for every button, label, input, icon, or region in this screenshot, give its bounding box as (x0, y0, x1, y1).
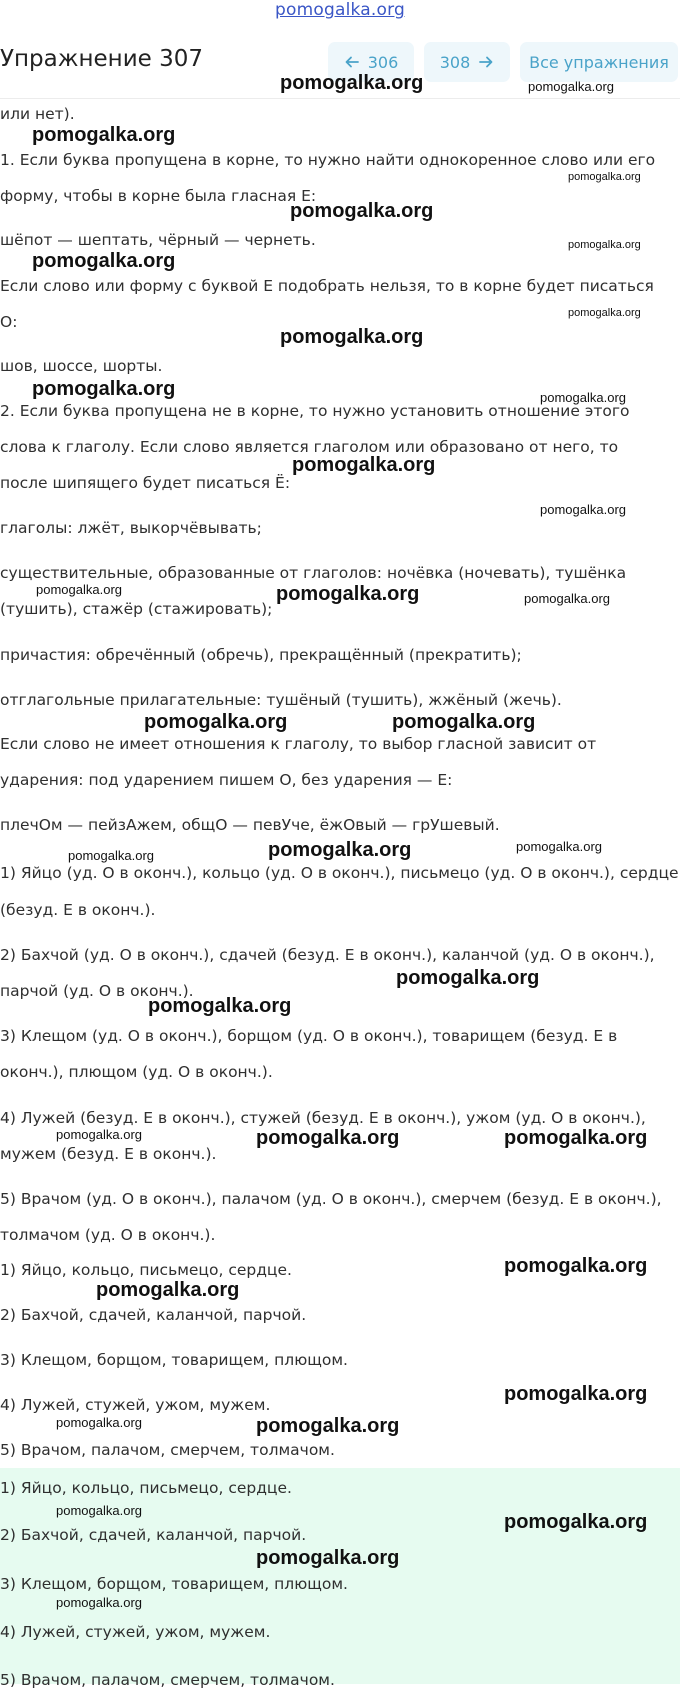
watermark: pomogalka.org (268, 839, 412, 861)
watermark: pomogalka.org (292, 454, 436, 476)
text-line: 4) Лужей, стужей, ужом, мужем. (0, 1396, 271, 1414)
text-line: форму, чтобы в корне была гласная Е: (0, 187, 317, 205)
all-exercises-label: Все упражнения (529, 52, 669, 72)
text-line: слова к глаголу. Если слово является глаголом или образовано от него, то (0, 438, 619, 456)
watermark: pomogalka.org (56, 1127, 142, 1142)
text-line: Если слово не имеет отношения к глаголу, то выбор гласной зависит от (0, 735, 597, 753)
text-line: после шипящего будет писаться Ё: (0, 474, 291, 492)
text-line: 2. Если буква пропущена не в корне, то нужно установить отношение этого (0, 402, 630, 420)
watermark: pomogalka.org (68, 848, 154, 863)
text-line: оконч.), плющом (уд. О в оконч.). (0, 1063, 273, 1081)
watermark: pomogalka.org (256, 1415, 400, 1437)
text-line: причастия: обречённый (обречь), прекращённый (прекратить); (0, 646, 522, 664)
text-line: 1) Яйцо, кольцо, письмецо, сердце. (0, 1261, 292, 1279)
text-line: мужем (безуд. Е в оконч.). (0, 1145, 217, 1163)
text-line: 5) Врачом (уд. О в оконч.), палачом (уд. О в оконч.), смерчем (безуд. Е в оконч.), (0, 1190, 662, 1208)
watermark: pomogalka.org (32, 124, 176, 146)
site-link[interactable]: pomogalka.org (275, 0, 405, 20)
watermark: pomogalka.org (256, 1547, 400, 1569)
next-exercise-label: 308 (439, 52, 471, 72)
watermark: pomogalka.org (504, 1255, 648, 1277)
text-line: Если слово или форму с буквой Е подобрать нельзя, то в корне будет писаться (0, 277, 654, 295)
watermark: pomogalka.org (32, 250, 176, 272)
watermark: pomogalka.org (56, 1595, 142, 1610)
watermark: pomogalka.org (290, 200, 434, 222)
text-line: 2) Бахчой, сдачей, каланчой, парчой. (0, 1306, 307, 1324)
next-exercise-button[interactable] (424, 42, 510, 82)
text-line: существительные, образованные от глаголов: ночёвка (ночевать), тушёнка (0, 564, 627, 582)
text-line: глаголы: лжёт, выкорчёвывать; (0, 519, 262, 537)
page-title: Упражнение 307 (0, 46, 204, 72)
arrow-left-icon (344, 54, 360, 70)
text-line: отглагольные прилагательные: тушёный (тушить), жжёный (жечь). (0, 691, 562, 709)
answer-line: 1) Яйцо, кольцо, письмецо, сердце. (0, 1479, 292, 1497)
watermark: pomogalka.org (148, 995, 292, 1017)
watermark: pomogalka.org (32, 378, 176, 400)
watermark: pomogalka.org (36, 582, 122, 597)
watermark: pomogalka.org (540, 502, 626, 517)
watermark: pomogalka.org (276, 583, 420, 605)
watermark: pomogalka.org (504, 1383, 648, 1405)
text-line: (безуд. Е в оконч.). (0, 901, 156, 919)
text-line: парчой (уд. О в оконч.). (0, 982, 194, 1000)
watermark: pomogalka.org (568, 239, 641, 251)
all-exercises-button[interactable] (520, 42, 678, 82)
watermark: pomogalka.org (392, 711, 536, 733)
watermark: pomogalka.org (524, 591, 610, 606)
watermark: pomogalka.org (516, 839, 602, 854)
text-line: О: (0, 313, 18, 331)
answer-line: 2) Бахчой, сдачей, каланчой, парчой. (0, 1526, 307, 1544)
text-line: 2) Бахчой (уд. О в оконч.), сдачей (безуд. Е в оконч.), каланчой (уд. О в оконч.), (0, 946, 655, 964)
watermark: pomogalka.org (568, 307, 641, 319)
text-line: 3) Клещом, борщом, товарищем, плющом. (0, 1351, 348, 1369)
watermark: pomogalka.org (96, 1279, 240, 1301)
text-line: толмачом (уд. О в оконч.). (0, 1226, 216, 1244)
text-line: (тушить), стажёр (стажировать); (0, 600, 273, 618)
text-line: 3) Клещом (уд. О в оконч.), борщом (уд. О в оконч.), товарищем (безуд. Е в (0, 1027, 618, 1045)
text-line: или нет). (0, 105, 75, 123)
arrow-right-icon (478, 54, 494, 70)
answer-line: 3) Клещом, борщом, товарищем, плющом. (0, 1575, 348, 1593)
text-line: 4) Лужей (безуд. Е в оконч.), стужей (безуд. Е в оконч.), ужом (уд. О в оконч.), (0, 1109, 646, 1127)
watermark: pomogalka.org (568, 171, 641, 183)
text-line: плечОм — пейзАжем, общО — певУче, ёжОвый — грУшевый. (0, 816, 500, 834)
text-line: 1) Яйцо (уд. О в оконч.), кольцо (уд. О в оконч.), письмецо (уд. О в оконч.), сердце (0, 864, 679, 882)
watermark: pomogalka.org (504, 1127, 648, 1149)
watermark: pomogalka.org (540, 390, 626, 405)
header-divider (0, 98, 680, 99)
watermark: pomogalka.org (528, 79, 614, 94)
text-line: шов, шоссе, шорты. (0, 357, 163, 375)
answer-line: 4) Лужей, стужей, ужом, мужем. (0, 1623, 271, 1641)
watermark: pomogalka.org (256, 1127, 400, 1149)
watermark: pomogalka.org (144, 711, 288, 733)
watermark: pomogalka.org (396, 967, 540, 989)
watermark: pomogalka.org (56, 1415, 142, 1430)
watermark: pomogalka.org (280, 326, 424, 348)
prev-exercise-label: 306 (367, 52, 399, 72)
watermark: pomogalka.org (504, 1511, 648, 1533)
text-line: ударения: под ударением пишем О, без ударения — Е: (0, 771, 453, 789)
text-line: шёпот — шептать, чёрный — чернеть. (0, 231, 316, 249)
answer-line: 5) Врачом, палачом, смерчем, толмачом. (0, 1671, 335, 1689)
watermark: pomogalka.org (280, 72, 424, 94)
watermark: pomogalka.org (56, 1503, 142, 1518)
text-line: 1. Если буква пропущена в корне, то нужно найти однокоренное слово или его (0, 151, 656, 169)
text-line: 5) Врачом, палачом, смерчем, толмачом. (0, 1441, 335, 1459)
